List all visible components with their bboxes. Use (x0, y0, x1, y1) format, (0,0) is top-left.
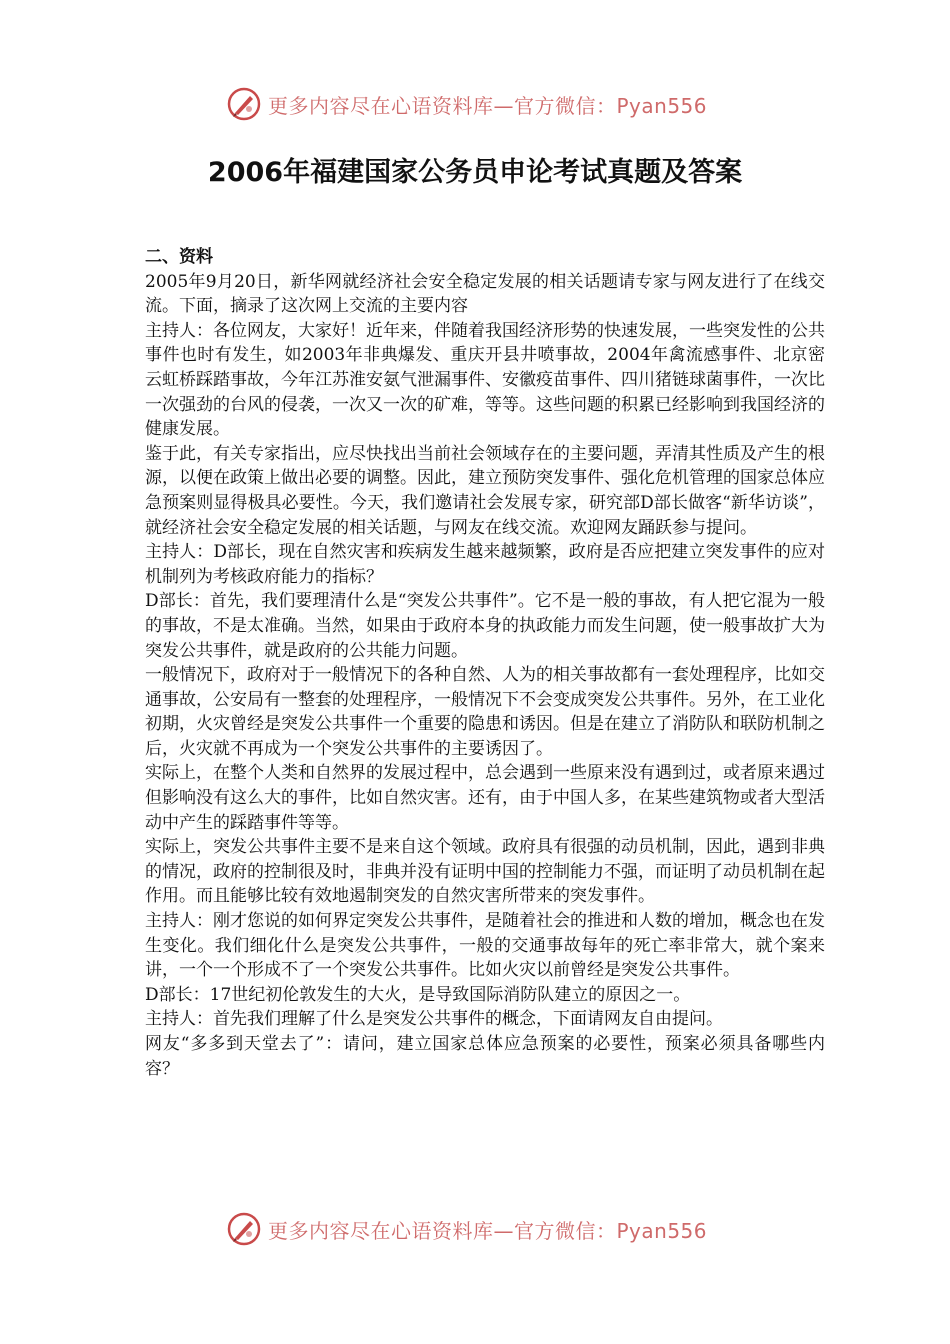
banner-text: 更多内容尽在心语资料库—官方微信：Pyan556 (268, 1218, 708, 1243)
paragraph: 鉴于此，有关专家指出，应尽快找出当前社会领域存在的主要问题，弄清其性质及产生的根源，以便在政策上做出必要的调整。因此，建立预防突发事件、强化危机管理的国家总体应急预案则显得极具必要性。今天，我们邀请社会发展专家，研究部D部长做客“新华访谈”，就经济社会安全稳定发展的相关话题，与网友在线交流。欢迎网友踊跃参与提问。 (145, 443, 825, 538)
paragraph: D部长：17世纪初伦敦发生的大火，是导致国际消防队建立的原因之一。 (145, 984, 691, 1005)
paragraph: 主持人：各位网友，大家好！近年来，伴随着我国经济形势的快速发展，一些突发性的公共事件也时有发生，如2003年非典爆发、重庆开县井喷事故，2004年禽流感事件、北京密云虹桥踩踏事故，今年江苏淮安氨气泄漏事件、安徽疫苗事件、四川猪链球菌事件，一次比一次强劲的台风的侵袭，一次又一次的矿难，等等。这些问题的积累已经影响到我国经济的健康发展。 (145, 320, 825, 440)
paragraph: D部长：首先，我们要理清什么是“突发公共事件”。它不是一般的事故，有人把它混为一般的事故，不是太准确。当然，如果由于政府本身的执政能力而发生问题，使一般事故扩大为突发公共事件，就是政府的公共能力问题。 (145, 591, 825, 661)
footer-banner (226, 1209, 746, 1249)
paragraph: 一般情况下，政府对于一般情况下的各种自然、人为的相关事故都有一套处理程序，比如交通事故，公安局有一整套的处理程序，一般情况下不会变成突发公共事件。另外，在工业化初期，火灾曾经是突发公共事件一个重要的隐患和诱因。但是在建立了消防队和联防机制之后，火灾就不再成为一个突发公共事件的主要诱因了。 (145, 665, 825, 759)
paragraph: 主持人：D部长，现在自然灾害和疾病发生越来越频繁，政府是否应把建立突发事件的应对机制列为考核政府能力的指标？ (145, 542, 825, 587)
banner-text: 更多内容尽在心语资料库—官方微信：Pyan556 (268, 93, 708, 118)
document-body (145, 245, 825, 1081)
paragraph: 主持人：首先我们理解了什么是突发公共事件的概念，下面请网友自由提问。 (145, 1009, 723, 1030)
paragraph: 实际上，突发公共事件主要不是来自这个领域。政府具有很强的动员机制，因此，遇到非典的情况，政府的控制很及时，非典并没有证明中国的控制能力不强，而证明了动员机制在起作用。而且能够比较有效地遏制突发的自然灾害所带来的突发事件。 (145, 837, 825, 907)
header-banner (226, 84, 746, 124)
paragraph: 2005年9月20日，新华网就经济社会安全稳定发展的相关话题请专家与网友进行了在线交流。下面，摘录了这次网上交流的主要内容 (145, 271, 825, 317)
paragraph: 网友“多多到天堂去了”：请问，建立国家总体应急预案的必要性，预案必须具备哪些内容？ (145, 1034, 825, 1079)
document-title: 2006年福建国家公务员申论考试真题及答案 (207, 157, 743, 188)
paragraph: 主持人：刚才您说的如何界定突发公共事件，是随着社会的推进和人数的增加，概念也在发生变化。我们细化什么是突发公共事件，一般的交通事故每年的死亡率非常大，就个案来讲，一个一个形成不了一个突发公共事件。比如火灾以前曾经是突发公共事件。 (145, 911, 825, 981)
paragraph: 实际上，在整个人类和自然界的发展过程中，总会遇到一些原来没有遇到过，或者原来遇过但影响没有这么大的事件，比如自然灾害。还有，由于中国人多，在某些建筑物或者大型活动中产生的踩踏事件等等。 (145, 763, 825, 833)
pen-logo-icon (226, 1211, 262, 1247)
pen-logo-icon (226, 86, 262, 122)
section-heading: 二、资料 (145, 247, 213, 267)
